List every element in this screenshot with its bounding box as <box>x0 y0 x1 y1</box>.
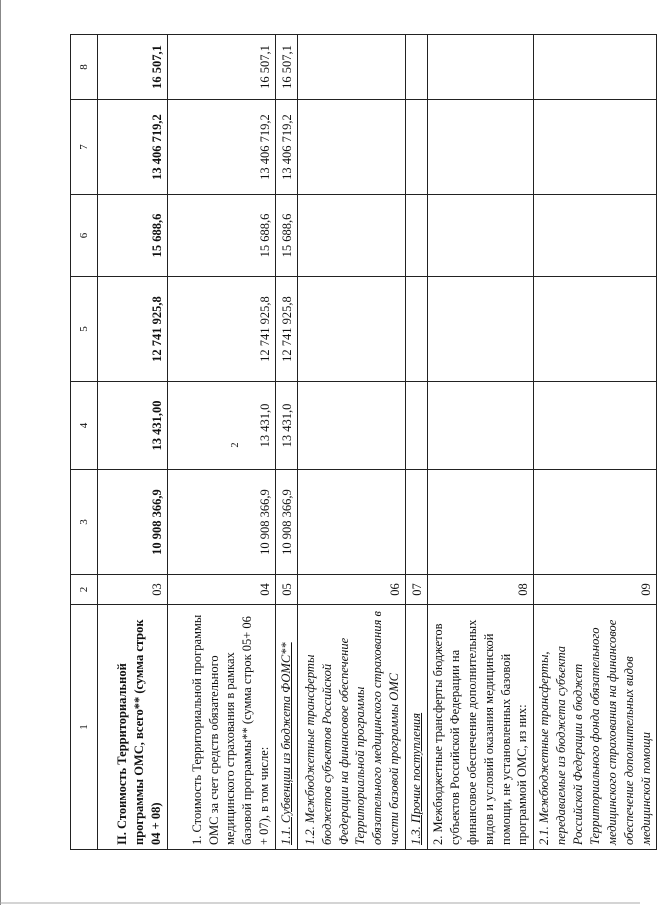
cell-value <box>298 277 406 382</box>
column-header: 1 <box>71 605 98 850</box>
cell-value <box>406 470 428 575</box>
cell-value: 10 908 366,9 <box>276 470 298 575</box>
row-code: 05 <box>276 575 298 605</box>
cell-value <box>428 277 534 382</box>
column-header: 3 <box>71 470 98 575</box>
row-code: 03 <box>98 575 168 605</box>
row-code: 08 <box>428 575 534 605</box>
row-label: 1. Стоимость Территориальной программы ОМС за счет средств обязательного медицинского страхования в рамках базовой программы** (сумма строк 05+ 06 + 07), в том числе: <box>168 605 276 850</box>
cell-value: 13 406 719,2 <box>98 100 168 195</box>
row-code: 07 <box>406 575 428 605</box>
cell-value <box>534 100 657 195</box>
row-label: 2.1. Межбюджетные трансферты, передаваемые из бюджета субъекта Российской Федерации в бюджет Территориального фонда обязательного медицинского страхования на финансовое обеспечение дополнительных видов медицинской помощи <box>534 605 657 850</box>
column-header: 8 <box>71 35 98 100</box>
cell-value <box>534 382 657 470</box>
column-header: 4 <box>71 382 98 470</box>
column-header: 2 <box>71 575 98 605</box>
table-row <box>276 35 298 850</box>
table-row <box>168 35 276 850</box>
cell-value <box>298 382 406 470</box>
row-label: 1.2. Межбюджетные трансферты бюджетов субъектов Российской Федерации на финансовое обеспечение Территориальной программы обязательного медицинского страхования в части базовой программы ОМС <box>298 605 406 850</box>
cell-value: 13 431,0 <box>276 382 298 470</box>
row-code: 06 <box>298 575 406 605</box>
cell-value <box>428 100 534 195</box>
cell-value <box>406 100 428 195</box>
header-row <box>71 35 98 850</box>
cell-value <box>428 35 534 100</box>
cell-value <box>298 470 406 575</box>
cell-value: 10 908 366,9 <box>168 470 276 575</box>
cell-value: 16 507,1 <box>276 35 298 100</box>
cell-value: 16 507,1 <box>168 35 276 100</box>
table-container <box>70 35 654 850</box>
cell-value <box>298 195 406 277</box>
cell-value <box>428 470 534 575</box>
table-row <box>534 35 657 850</box>
cell-value: 13 431,0 <box>168 382 276 470</box>
table-row <box>428 35 534 850</box>
cell-value: 15 688,6 <box>168 195 276 277</box>
cell-value: 13 431,00 <box>98 382 168 470</box>
cell-value: 13 406 719,2 <box>276 100 298 195</box>
cell-value <box>406 382 428 470</box>
cell-value: 12 741 925,8 <box>168 277 276 382</box>
cell-value <box>298 35 406 100</box>
table-row <box>406 35 428 850</box>
cell-value <box>406 277 428 382</box>
row-label: 1.3. Прочие поступления <box>406 605 428 850</box>
cell-value: 12 741 925,8 <box>276 277 298 382</box>
cell-value: 12 741 925,8 <box>98 277 168 382</box>
cell-value: 16 507,1 <box>98 35 168 100</box>
row-code: 09 <box>534 575 657 605</box>
cell-value <box>298 100 406 195</box>
table-row <box>298 35 406 850</box>
cell-value <box>534 195 657 277</box>
cell-value <box>534 470 657 575</box>
cell-value: 15 688,6 <box>276 195 298 277</box>
row-label: II. Стоимость Территориальной программы ОМС, всего** (сумма строк 04 + 08) <box>98 605 168 850</box>
row-label: 1.1. Субвенции из бюджета ФОМС** <box>276 605 298 850</box>
page-number: 2 <box>230 442 241 448</box>
column-header: 5 <box>71 277 98 382</box>
omc-cost-table <box>70 34 657 850</box>
row-label: 2. Межбюджетные трансферты бюджетов субъектов Российской Федерации на финансовое обеспечение дополнительных видов и условий оказания медицинской помощи, не установленных базовой программой ОМС, из них: <box>428 605 534 850</box>
cell-value <box>406 35 428 100</box>
table-row <box>98 35 168 850</box>
column-header: 7 <box>71 100 98 195</box>
cell-value <box>534 35 657 100</box>
cell-value <box>428 195 534 277</box>
cell-value: 13 406 719,2 <box>168 100 276 195</box>
cell-value: 15 688,6 <box>98 195 168 277</box>
column-header: 6 <box>71 195 98 277</box>
cell-value: 10 908 366,9 <box>98 470 168 575</box>
cell-value <box>534 277 657 382</box>
cell-value <box>406 195 428 277</box>
row-code: 04 <box>168 575 276 605</box>
cell-value <box>428 382 534 470</box>
